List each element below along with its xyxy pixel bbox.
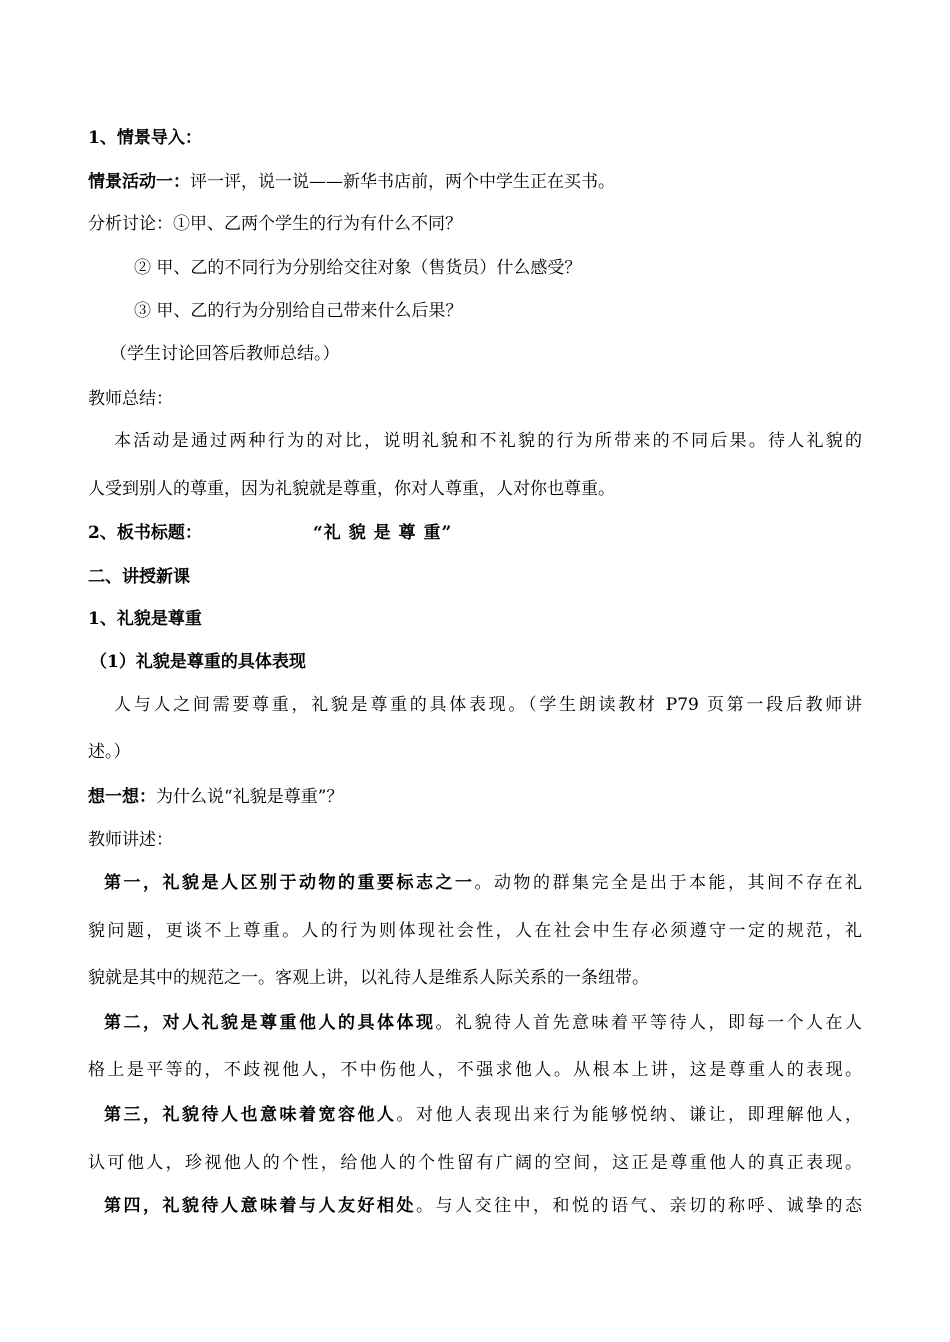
board-title: “礼 貌 是 尊 重” [313,523,453,543]
activity-label: 情景活动一： [88,172,190,192]
think-line [88,786,343,808]
point-4-rest: 。与人交往中，和悦的语气、亲切的称呼、诚挚的态 [416,1196,862,1216]
section2-heading: 2、板书标题： [88,523,202,543]
part2-heading: 二、讲授新课 [88,567,190,587]
point-3-line-2: 认可他人，珍视他人的个性，给他人的个性留有广阔的空间，这正是尊重他人的真正表现。 [88,1153,862,1173]
summary-label: 教师总结： [88,389,173,409]
activity-line [88,171,615,193]
question-2: ② 甲、乙的不同行为分别给交往对象（售货员）什么感受？ [134,258,582,278]
point-4-bold: 第四，礼貌待人意味着与人友好相处 [104,1196,416,1216]
think-label: 想一想： [88,787,156,807]
section1-heading: 1、情景导入： [88,128,202,148]
point-2-line-2: 格上是平等的，不歧视他人，不中伤他人，不强求他人。从根本上讲，这是尊重人的表现。 [88,1060,862,1080]
summary-line-1: 本活动是通过两种行为的对比，说明礼貌和不礼貌的行为所带来的不同后果。待人礼貌的 [114,431,862,451]
question-3: ③ 甲、乙的行为分别给自己带来什么后果？ [134,301,463,321]
point-1-bold: 第一，礼貌是人区别于动物的重要标志之一 [104,873,475,893]
think-text: 为什么说“礼貌是尊重”？ [156,787,344,807]
question-1: 分析讨论：①甲、乙两个学生的行为有什么不同？ [88,214,462,234]
point-2-rest: 。礼貌待人首先意味着平等待人，即每一个人在人 [435,1013,862,1033]
discussion-note: （学生讨论回答后教师总结。） [110,344,340,364]
point-1-line-2: 貌问题，更谈不上尊重。人的行为则体现社会性，人在社会中生存必须遵守一定的规范，礼 [88,921,862,941]
activity-text: 评一评，说一说——新华书店前，两个中学生正在买书。 [190,172,615,192]
point-1-rest: 。动物的群集完全是出于本能，其间不存在礼 [474,873,862,893]
subsection-1-heading: 1、礼貌是尊重 [88,609,202,629]
point-3-bold: 第三，礼貌待人也意味着宽容他人 [104,1105,397,1125]
point-2-bold: 第二，对人礼貌是尊重他人的具体体现 [104,1013,436,1033]
point-3-line-1 [104,1104,862,1126]
para-line-2: 述。） [88,742,131,762]
lecture-label: 教师讲述： [88,830,173,850]
point-2-line-1 [104,1012,862,1034]
subsection-1-1-heading: （1）礼貌是尊重的具体表现 [90,652,306,672]
point-4-line-1 [104,1195,862,1217]
point-1-line-1 [104,872,862,894]
point-3-rest: 。对他人表现出来行为能够悦纳、谦让，即理解他人， [396,1105,862,1125]
para-line-1: 人与人之间需要尊重，礼貌是尊重的具体表现。（学生朗读教材 P79 页第一段后教师讲 [114,695,862,715]
point-1-line-3: 貌就是其中的规范之一。客观上讲，以礼待人是维系人际关系的一条纽带。 [88,968,649,988]
summary-line-2: 人受到别人的尊重，因为礼貌就是尊重，你对人尊重，人对你也尊重。 [88,479,615,499]
